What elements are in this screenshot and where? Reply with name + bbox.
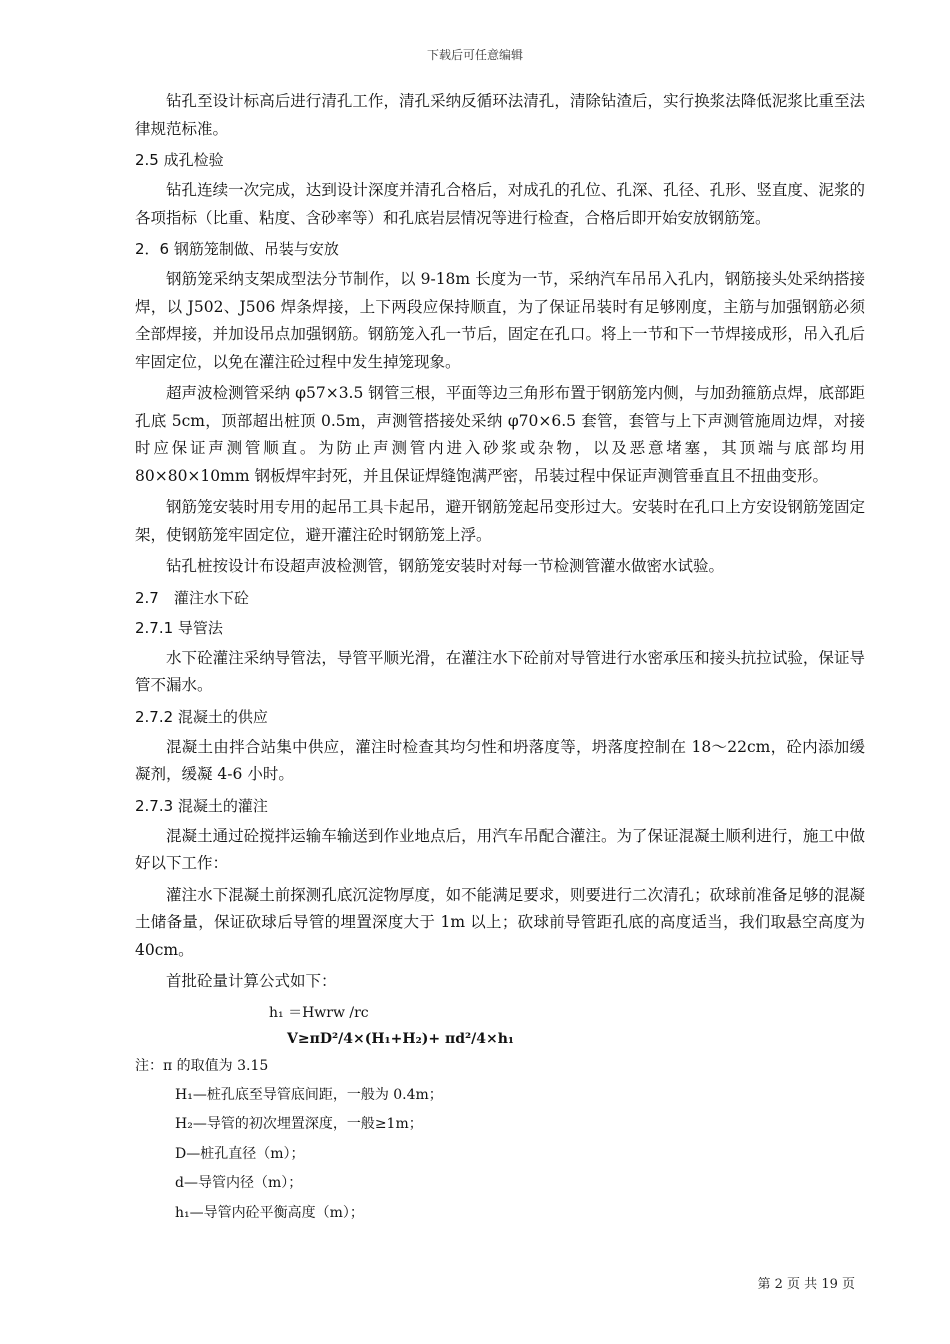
paragraph: 首批砼量计算公式如下： [166,972,337,990]
section-heading: 2.7 灌注水下砼 [135,588,249,607]
note: 注：π 的取值为 3.15 [135,1057,269,1074]
paragraph: 水下砼灌注采纳导管法，导管平顺光滑，在灌注水下砼前对导管进行水密承压和接头抗拉试验，保证导管不漏水。 [135,648,865,694]
formula-line-2: V≥πD²/4×(H₁+H₂)+ πd²/4×h₁ [287,1030,515,1047]
section-heading: 2.5 成孔检验 [135,151,224,169]
paragraph: 混凝土通过砼搅拌运输车输送到作业地点后，用汽车吊配合灌注。为了保证混凝土顺利进行，施工中做好以下工作： [135,826,865,872]
paragraph: 钻孔连续一次完成，达到设计深度并清孔合格后，对成孔的孔位、孔深、孔径、孔形、竖直度、泥浆的各项指标（比重、粘度、含砂率等）和孔底岩层情况等进行检查，合格后即开始安放钢筋笼。 [135,181,865,227]
document-body [135,88,865,1228]
definition-item: h₁—导管内砼平衡高度（m）； [175,1204,364,1221]
paragraph: 超声波检测管采纳 φ57×3.5 钢管三根，平面等边三角形布置于钢筋笼内侧，与加劲箍筋点焊，底部距孔底 5cm，顶部超出桩顶 0.5m，声测管搭接处采纳 φ70×6.5 套管，套管与上下声测管施周边焊，对接时应保证声测管顺直。为防止声测管内进入砂浆或杂物，以及恶意堵塞，其顶端与底部均用 80×80×10mm 钢板焊牢封死，并且保证焊缝饱满严密，吊装过程中保证声测管垂直且不扭曲变形。 [135,384,865,485]
section-heading: 2．6 钢筋笼制做、吊装与安放 [135,240,339,258]
definition-item: H₂—导管的初次埋置深度，一般≥1m； [175,1116,423,1132]
paragraph: 钻孔桩按设计布设超声波检测管，钢筋笼安装时对每一节检测管灌水做密水试验。 [166,557,725,575]
paragraph: 混凝土由拌合站集中供应，灌注时检查其均匀性和坍落度等，坍落度控制在 18～22cm，砼内添加缓凝剂，缓凝 4-6 小时。 [135,737,865,783]
paragraph: 钢筋笼采纳支架成型法分节制作，以 9-18m 长度为一节，采纳汽车吊吊入孔内，钢筋接头处采纳搭接焊，以 J502、J506 焊条焊接，上下两段应保持顺直，为了保证吊装时有足够刚度，主筋与加强钢筋必须全部焊接，并加设吊点加强钢筋。钢筋笼入孔一节后，固定在孔口。将上一节和下一节焊接成形，吊入孔后牢固定位，以免在灌注砼过程中发生掉笼现象。 [135,270,865,371]
paragraph: 钢筋笼安装时用专用的起吊工具卡起吊，避开钢筋笼起吊变形过大。安装时在孔口上方安设钢筋笼固定架，使钢筋笼牢固定位，避开灌注砼时钢筋笼上浮。 [135,498,865,544]
definition-item: D—桩孔直径（m）； [175,1145,305,1162]
subsection-heading: 2.7.2 混凝土的供应 [135,707,268,726]
page-header: 下载后可任意编辑 [426,48,523,62]
paragraph: 钻孔至设计标高后进行清孔工作，清孔采纳反循环法清孔，清除钻渣后，实行换浆法降低泥浆比重至法律规范标准。 [135,92,865,138]
subsection-heading: 2.7.1 导管法 [135,618,223,637]
paragraph: 灌注水下混凝土前探测孔底沉淀物厚度，如不能满足要求，则要进行二次清孔；砍球前准备足够的混凝土储备量，保证砍球后导管的埋置深度大于 1m 以上；砍球前导管距孔底的高度适当，我们取悬空高度为 40cm。 [135,885,865,959]
page-number: 第 2 页 共 19 页 [757,1277,855,1292]
definition-item: H₁—桩孔底至导管底间距，一般为 0.4m； [175,1086,443,1103]
subsection-heading: 2.7.3 混凝土的灌注 [135,796,268,815]
definition-item: d—导管内径（m）； [175,1175,303,1191]
formula-line-1: h₁ ＝Hwrw /rc [269,1004,369,1021]
